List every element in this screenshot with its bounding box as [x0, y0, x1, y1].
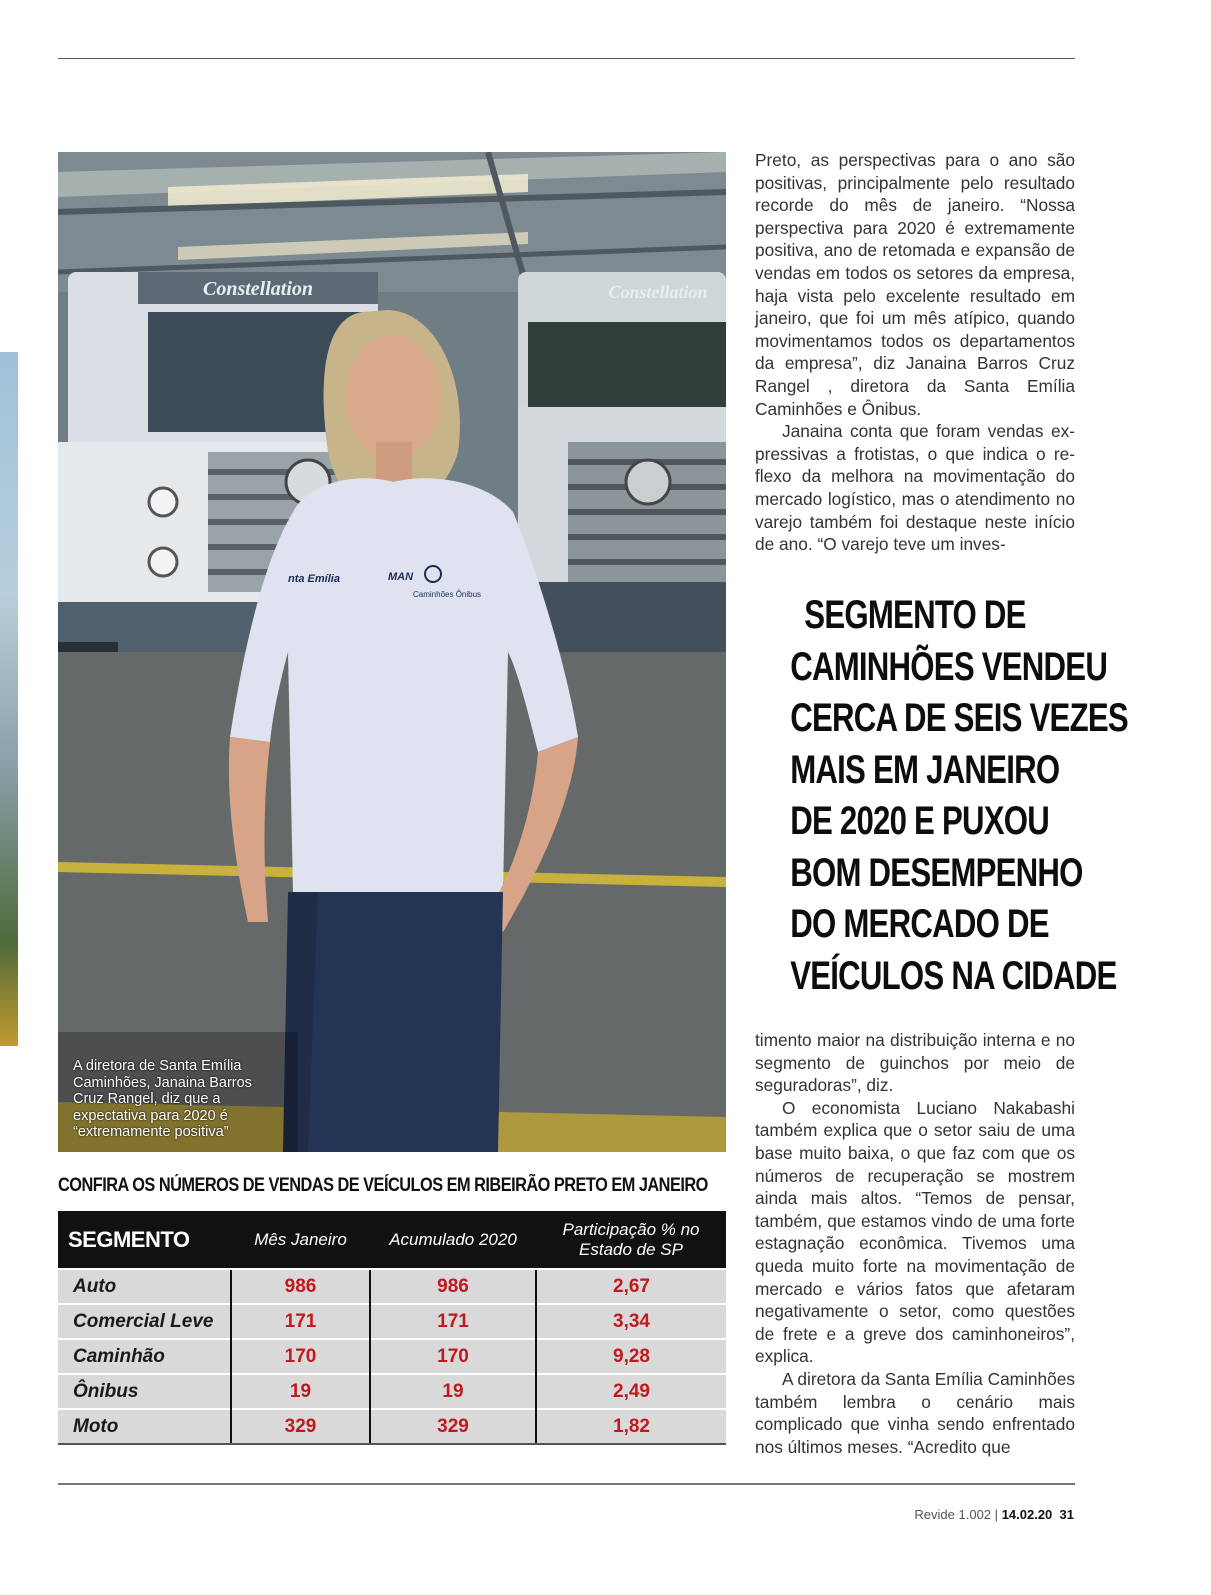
- article-paragraph: timento maior na distribuição interna e no segmento de guinchos por meio de seguradoras”, diz.: [755, 1030, 1075, 1096]
- article-paragraph: Janaina conta que foram vendas expressivas a frotistas, o que indica o reflexo da melhora na movimentação do mercado logístico, mas o atendimento no varejo também foi destaque neste início de ano. “O varejo teve um inves-: [755, 421, 1075, 555]
- row-month: 170: [231, 1339, 370, 1374]
- row-month: 19: [231, 1374, 370, 1409]
- row-accumulated: 329: [370, 1409, 536, 1444]
- article-column-top: [755, 149, 1075, 556]
- row-accumulated: 171: [370, 1304, 536, 1339]
- row-accumulated: 170: [370, 1339, 536, 1374]
- photo-caption: A diretora de Santa Emília Caminhões, Janaina Barros Cruz Rangel, diz que a expectativa para 2020 é “extremamente positiva”: [73, 1058, 252, 1140]
- header-mes-janeiro: Mês Janeiro: [231, 1211, 370, 1269]
- bottom-rule: [58, 1483, 1075, 1485]
- footer-publication: Revide 1.002: [914, 1507, 992, 1522]
- pull-quote-line: CAMINHÕES VENDEU: [790, 644, 1108, 689]
- row-share: 9,28: [536, 1339, 726, 1374]
- row-share: 2,49: [536, 1374, 726, 1409]
- row-segment: Ônibus: [58, 1374, 231, 1409]
- shirt-brand-logo: MAN: [388, 571, 414, 583]
- article-column-bottom: [755, 1029, 1075, 1458]
- pull-quote-line: CERCA DE SEIS VEZES: [790, 696, 1128, 740]
- shirt-left-logo: nta Emília: [288, 573, 340, 585]
- truck-label-right: Constellation: [608, 282, 708, 302]
- row-month: 171: [231, 1304, 370, 1339]
- article-paragraph: A diretora da Santa Emília Caminhões também lembra o cenário mais complicado que vinha sendo enfrentado nos últimos meses. “Acredito que: [755, 1368, 1075, 1457]
- row-month: 329: [231, 1409, 370, 1444]
- pull-quote: [755, 590, 1128, 1002]
- row-share: 3,34: [536, 1304, 726, 1339]
- article-paragraph: O economista Luciano Nakabashi também explica que o setor saiu de uma base muito baixa, o que faz com que os números de recuperação se mostrem ainda mais altos. “Temos de pensar, também, que estamos vindo de uma forte estagnação econômica. Tivemos uma queda muito forte na movimentação de mercado e vários fatos que afetaram negativamente o setor, como questões de frete e a greve dos caminhoneiros”, explica.: [755, 1097, 1075, 1367]
- page-footer: [914, 1507, 1074, 1522]
- page-number: 31: [1059, 1507, 1074, 1522]
- row-share: 2,67: [536, 1269, 726, 1304]
- row-share: 1,82: [536, 1409, 726, 1444]
- table-title: CONFIRA OS NÚMEROS DE VENDAS DE VEÍCULOS EM RIBEIRÃO PRETO EM JANEIRO: [58, 1175, 708, 1196]
- article-paragraph: Preto, as perspectivas para o ano são positivas, principalmente pelo resultado recorde do mês de janeiro. “Nossa perspectiva para 2020 é extremamente positiva, ano de retomada e expansão de vendas em todos os setores da empresa, haja vista pelo excelente resultado em janeiro, que foi um mês atípico, quando movimentamos todos os departamentos da empresa”, diz Janaina Barros Cruz Rangel , diretora da Santa Emília Caminhões e Ônibus.: [755, 150, 1075, 419]
- footer-separator: |: [994, 1507, 999, 1522]
- table-row: [58, 1339, 726, 1374]
- row-accumulated: 986: [370, 1269, 536, 1304]
- shirt-right-logo: Caminhões Ônibus: [413, 590, 482, 599]
- table-row: [58, 1374, 726, 1409]
- table-row: [58, 1409, 726, 1444]
- row-segment: Moto: [58, 1409, 231, 1444]
- header-acumulado: Acumulado 2020: [370, 1211, 536, 1269]
- adjacent-page-photo-strip: [0, 352, 18, 1046]
- pull-quote-line: DO MERCADO DE: [790, 902, 1049, 946]
- row-month: 986: [231, 1269, 370, 1304]
- header-participacao: Participação % no Estado de SP: [536, 1211, 726, 1269]
- row-segment: Auto: [58, 1269, 231, 1304]
- photo-illustration: [58, 152, 726, 1152]
- row-accumulated: 19: [370, 1374, 536, 1409]
- row-segment: Caminhão: [58, 1339, 231, 1374]
- header-segmento: SEGMENTO: [58, 1211, 231, 1269]
- pull-quote-line: SEGMENTO DE: [804, 593, 1026, 637]
- table-row: [58, 1269, 726, 1304]
- truck-label-left: Constellation: [202, 278, 314, 300]
- pull-quote-line: DE 2020 E PUXOU: [790, 799, 1050, 843]
- top-rule: [58, 58, 1075, 59]
- table-row: [58, 1304, 726, 1339]
- table-header-row: [58, 1211, 726, 1269]
- sales-table: [58, 1211, 726, 1445]
- pull-quote-line: MAIS EM JANEIRO: [790, 747, 1060, 792]
- row-segment: Comercial Leve: [58, 1304, 231, 1339]
- pull-quote-line: VEÍCULOS NA CIDADE: [790, 953, 1117, 998]
- footer-date: 14.02.20: [1001, 1507, 1053, 1522]
- pull-quote-line: BOM DESEMPENHO: [790, 850, 1083, 895]
- feature-photo: [58, 152, 726, 1152]
